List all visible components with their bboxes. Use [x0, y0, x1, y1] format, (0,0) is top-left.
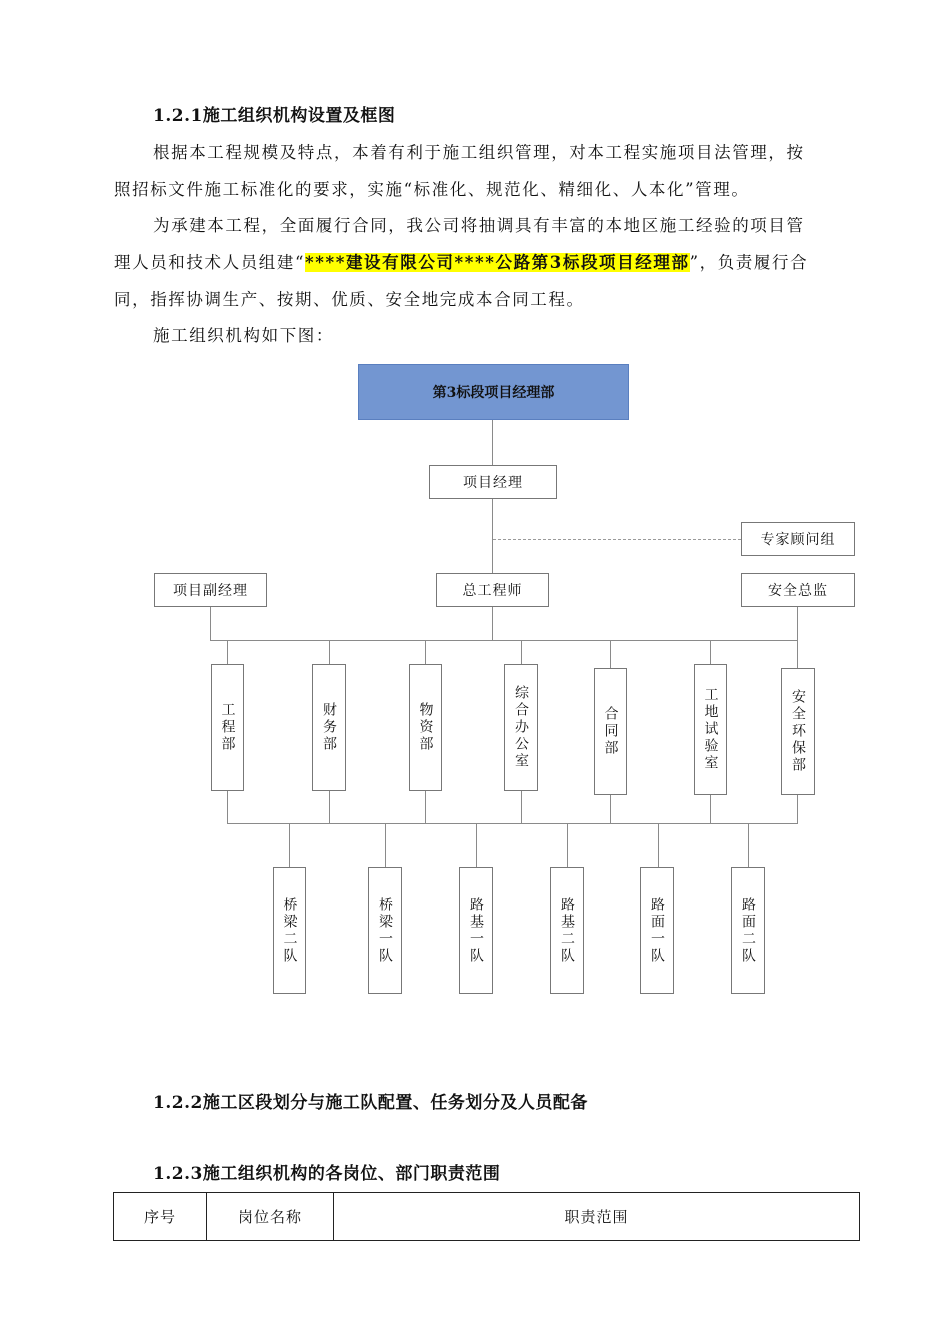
org-deputy-manager: 项目副经理 — [154, 573, 267, 607]
org-department: 安全环保部 — [781, 668, 815, 795]
connector-line — [521, 640, 522, 665]
dashed-connector — [493, 539, 741, 540]
connector-line — [710, 640, 711, 665]
org-department: 合同部 — [594, 668, 627, 795]
connector-line — [425, 790, 426, 824]
table-header-number: 序号 — [114, 1193, 207, 1241]
connector-line — [797, 794, 798, 824]
org-team: 路面二队 — [731, 867, 765, 994]
connector-line — [610, 640, 611, 669]
org-chief-engineer: 总工程师 — [436, 573, 549, 607]
connector-line — [610, 794, 611, 824]
highlighted-project-name: ****建设有限公司****公路第3标段项目经理部 — [305, 253, 690, 272]
table-header-row — [114, 1193, 860, 1241]
connector-line — [748, 823, 749, 868]
duty-table — [113, 1192, 860, 1241]
connector-line — [227, 790, 228, 824]
connector-line — [492, 498, 493, 641]
paragraph-2-line-3: 同，指挥协调生产、按期、优质、安全地完成本合同工程。 — [114, 290, 585, 309]
org-department: 财务部 — [312, 664, 346, 791]
connector-line — [710, 794, 711, 824]
paragraph-3: 施工组织机构如下图： — [153, 326, 334, 345]
org-team: 桥梁二队 — [273, 867, 306, 994]
org-project-manager: 项目经理 — [429, 465, 557, 499]
connector-line — [289, 823, 290, 868]
section-heading-1-2-2: 1.2.2施工区段划分与施工队配置、任务划分及人员配备 — [153, 1093, 588, 1113]
connector-line — [521, 790, 522, 824]
paragraph-2-line-2 — [114, 249, 808, 273]
org-department: 工程部 — [211, 664, 244, 791]
paragraph-2-text: 理人员和技术人员组建“ — [114, 253, 306, 272]
org-team: 路基一队 — [459, 867, 493, 994]
org-expert-group: 专家顾问组 — [741, 522, 855, 556]
connector-line — [797, 606, 798, 641]
org-department: 工地试验室 — [694, 664, 727, 795]
org-department: 综合办公室 — [504, 664, 538, 791]
connector-line — [385, 823, 386, 868]
connector-line — [658, 823, 659, 868]
paragraph-2-line-1: 为承建本工程，全面履行合同，我公司将抽调具有丰富的本地区施工经验的项目管 — [153, 216, 805, 235]
connector-line — [329, 790, 330, 824]
paragraph-2-text-end: ”，负责履行合 — [689, 253, 809, 272]
org-team: 路面一队 — [640, 867, 674, 994]
section-heading-1-2-3: 1.2.3施工组织机构的各岗位、部门职责范围 — [153, 1164, 501, 1184]
connector-line — [492, 420, 493, 466]
connector-line — [227, 640, 228, 665]
paragraph-1-line-1: 根据本工程规模及特点，本着有利于施工组织管理，对本工程实施项目法管理，按 — [153, 143, 805, 162]
connector-line — [425, 640, 426, 665]
connector-line — [329, 640, 330, 665]
connector-line — [797, 640, 798, 669]
section-heading-1-2-1: 1.2.1施工组织机构设置及框图 — [153, 106, 396, 126]
connector-line — [476, 823, 477, 868]
connector-line — [567, 823, 568, 868]
paragraph-1-line-2: 照招标文件施工标准化的要求，实施“标准化、规范化、精细化、人本化”管理。 — [114, 180, 750, 199]
table-header-duty-scope: 职责范围 — [334, 1193, 860, 1241]
org-department: 物资部 — [409, 664, 442, 791]
connector-line — [210, 606, 211, 641]
table-header-post-name: 岗位名称 — [207, 1193, 334, 1241]
org-safety-director: 安全总监 — [741, 573, 855, 607]
connector-line — [227, 823, 798, 824]
org-top-project-department: 第3标段项目经理部 — [358, 364, 629, 420]
org-team: 路基二队 — [550, 867, 584, 994]
org-team: 桥梁一队 — [368, 867, 402, 994]
